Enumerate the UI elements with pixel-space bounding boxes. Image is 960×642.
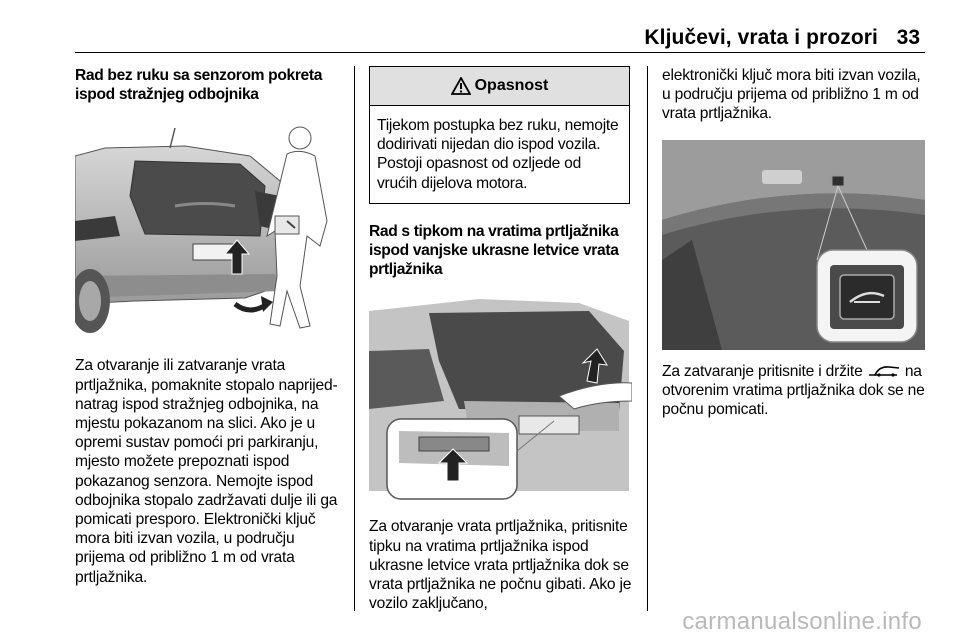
- section-heading-tailgate-button: Rad s tipkom na vratima prtljažnika ispod vanjske ukrasne letvice vrata prtljažnika: [369, 222, 619, 279]
- tailgate-close-icon: [867, 364, 901, 378]
- warning-triangle-icon: [451, 77, 471, 95]
- danger-notice-header: [370, 67, 629, 106]
- illustration-tailgate-button: [369, 291, 632, 503]
- page-number: 33: [896, 26, 920, 49]
- body-text-key-range: elektronički ključ mora biti izvan vozila, u području prijema od približno 1 m od vrata prtljažnika.: [662, 67, 921, 123]
- illustration-tailgate-close-switch: [662, 140, 925, 350]
- page-header-title: Ključevi, vrata i prozori: [644, 26, 878, 49]
- danger-notice: [369, 66, 630, 204]
- column-divider: [647, 66, 648, 611]
- right-column: [662, 66, 925, 419]
- header-rule: [75, 52, 925, 53]
- section-heading-hands-free: Rad bez ruku sa senzorom pokreta ispod stražnjeg odbojnika: [75, 67, 323, 104]
- watermark: carmanualsonline.info: [682, 608, 922, 635]
- column-divider: [354, 66, 355, 611]
- left-column: [75, 66, 345, 587]
- close-instruction-end: na otvorenim vratima prtljažnika dok se ne počnu pomicati.: [662, 362, 925, 419]
- middle-column: [369, 66, 634, 613]
- close-instruction-start: Za zatvaranje pritisnite i držite: [662, 362, 863, 380]
- danger-notice-text: Tijekom postupka bez ruku, nemojte dodirivati nijedan dio ispod vozila. Postoji opasnost od ozljede od vrućih dijelova motora.: [377, 117, 619, 192]
- body-text-close-tailgate: [662, 362, 925, 420]
- danger-notice-title: Opasnost: [474, 77, 549, 95]
- body-text-hands-free: Za otvaranje ili zatvaranje vrata prtljažnika, pomaknite stopalo naprijed-natrag ispod stražnjeg odbojnika, na mjestu pokazanom na slici. Ako je u opremi sustav pomoći pri parkiranju, mjesto možete prepoznati ispod pokazanog senzora. Nemojte ispod odbojnika stopalo zadržavati dulje ili ga pomicati presporo. Elektronički ključ mora biti izvan vozila, u području prijema od približno 1 m od vrata prtljažnika.: [75, 357, 338, 586]
- illustration-foot-sensor: [75, 126, 340, 336]
- body-text-tailgate-button: Za otvaranje vrata prtljažnika, pritisnite tipku na vratima prtljažnika ispod ukrasne letvice vrata prtljažnika dok se vrata prtljažnika ne počnu gibati. Ako je vozilo zaključano,: [369, 518, 632, 613]
